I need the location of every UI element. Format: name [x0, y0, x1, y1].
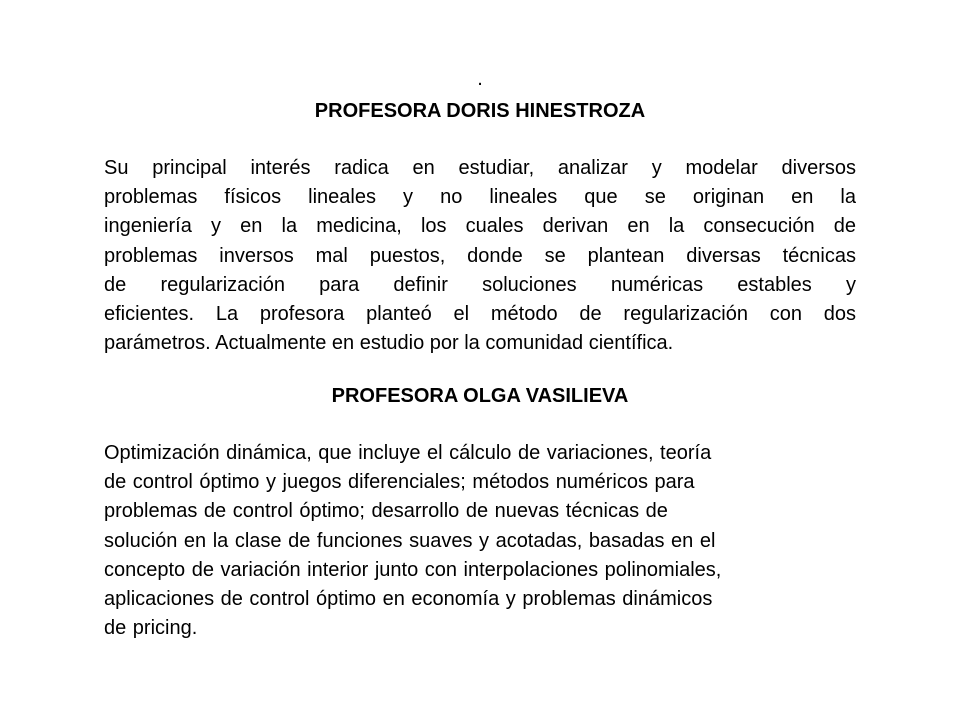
body-line: solución en la clase de funciones suaves y acotadas, basadas en el: [104, 529, 716, 552]
body-line: concepto de variación interior junto con interpolaciones polinomiales,: [104, 558, 722, 581]
body-line: problemas físicos lineales y no lineales que se originan en la: [104, 186, 856, 209]
section-body-doris-hinestroza: [104, 154, 856, 358]
body-line: problemas de control óptimo; desarrollo de nuevas técnicas de: [104, 500, 668, 523]
body-line: parámetros. Actualmente en estudio por la comunidad científica.: [104, 332, 674, 355]
body-line: de pricing.: [104, 617, 198, 640]
slide-marker: .: [477, 68, 483, 90]
section-title-olga-vasilieva: PROFESORA OLGA VASILIEVA: [331, 385, 629, 407]
body-line: de regularización para definir soluciones numéricas estables y: [104, 273, 856, 296]
body-line: ingeniería y en la medicina, los cuales derivan en la consecución de: [104, 215, 856, 238]
section-title-doris-hinestroza: PROFESORA DORIS HINESTROZA: [314, 100, 646, 122]
body-line: eficientes. La profesora planteó el método de regularización con dos: [104, 303, 856, 326]
body-line: aplicaciones de control óptimo en economía y problemas dinámicos: [104, 588, 713, 611]
section-body-olga-vasilieva: [104, 439, 824, 643]
body-line: problemas inversos mal puestos, donde se plantean diversas técnicas: [104, 244, 856, 267]
body-line: Su principal interés radica en estudiar, analizar y modelar diversos: [104, 157, 856, 179]
body-line: de control óptimo y juegos diferenciales; métodos numéricos para: [104, 471, 695, 494]
body-line: Optimización dinámica, que incluye el cálculo de variaciones, teoría: [104, 442, 712, 464]
